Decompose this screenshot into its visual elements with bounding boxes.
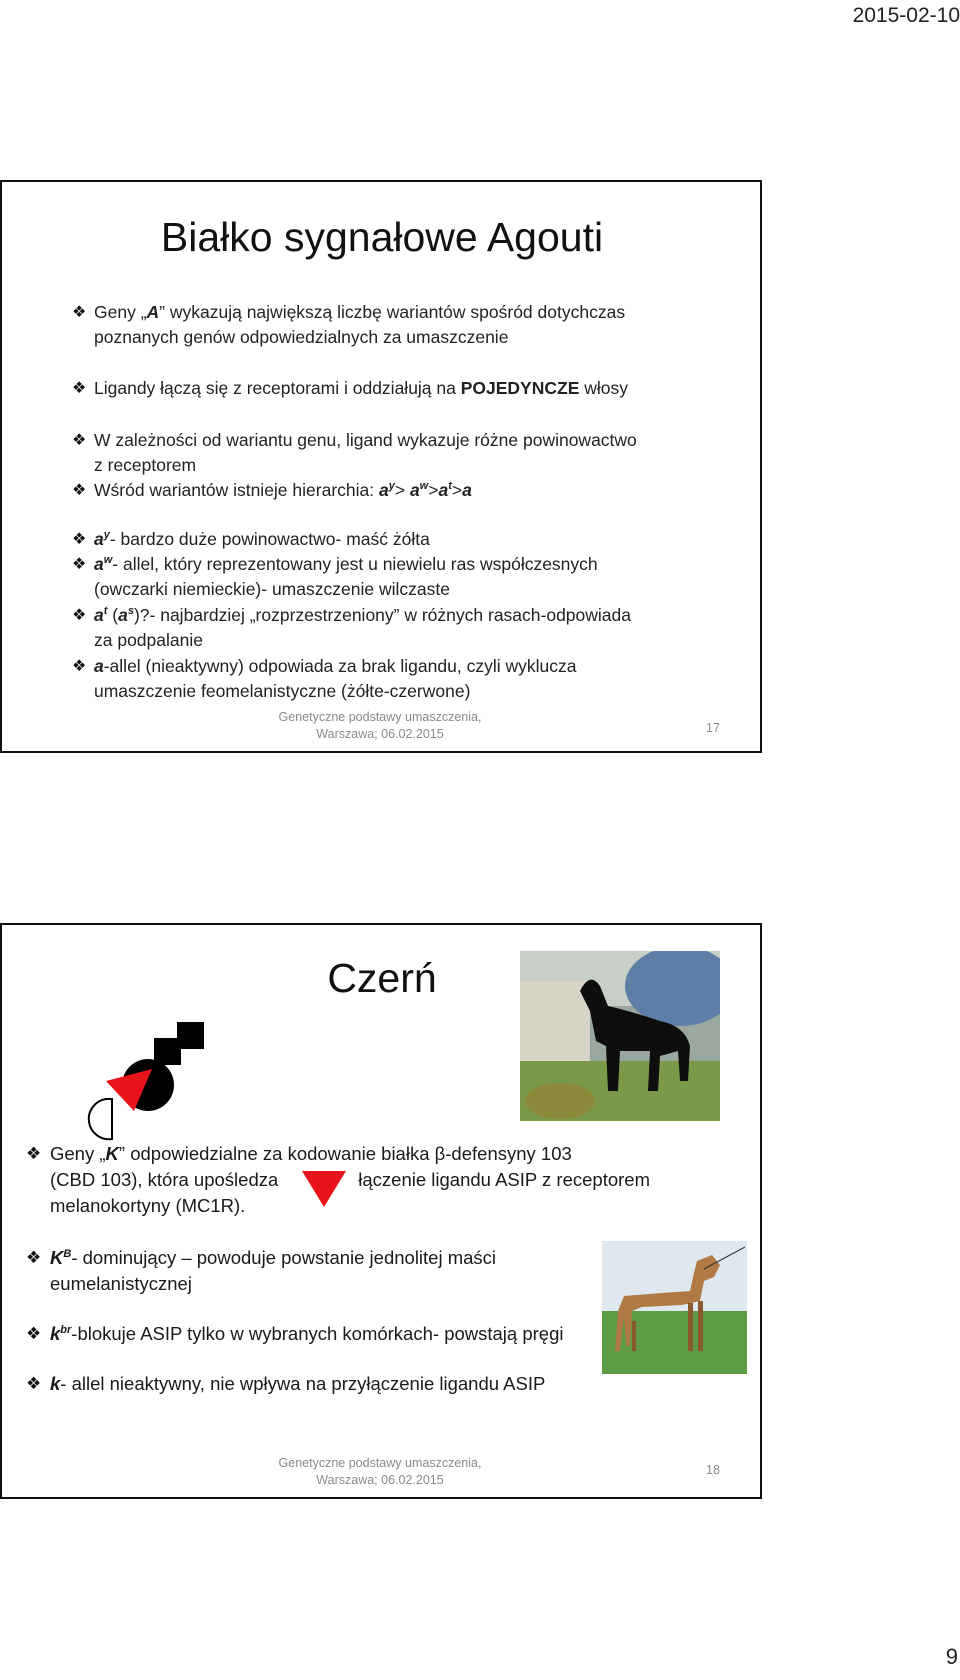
text: W zależności od wariantu genu, ligand wykazuje różne powinowactwo — [94, 430, 637, 450]
allele-sup: s — [127, 605, 134, 618]
diamond-bullet-icon: ❖ — [72, 531, 87, 548]
text: - allel nieaktywny, nie wpływa na przyłączenie ligandu ASIP — [60, 1373, 546, 1394]
allele: a — [378, 480, 389, 500]
gene-symbol: K — [105, 1143, 119, 1164]
bullet-at — [72, 603, 744, 653]
allele-sup: B — [63, 1247, 72, 1260]
allele-sup: w — [419, 480, 429, 493]
allele: a — [94, 529, 104, 549]
allele: a — [94, 656, 104, 676]
bullet-kbr — [26, 1321, 650, 1347]
allele: k — [50, 1323, 61, 1344]
emphasis: POJEDYNCZE — [460, 378, 580, 398]
diamond-bullet-icon: ❖ — [26, 1324, 42, 1343]
slide-number: 18 — [706, 1463, 720, 1477]
bullet-kb — [26, 1245, 610, 1297]
allele: a — [94, 605, 104, 625]
text: )?- najbardziej „rozprzestrzeniony” w różnych rasach-odpowiada — [133, 605, 631, 625]
header-date: 2015-02-10 — [852, 4, 960, 27]
slide-footer — [260, 709, 500, 743]
text: Ligandy łączą się z receptorami i oddziałują na — [94, 378, 461, 398]
allele-sup: t — [448, 480, 452, 493]
gene-symbol: A — [146, 302, 160, 322]
allele: a — [94, 554, 104, 574]
black-dog-photo — [520, 951, 720, 1121]
text: umaszczenie feomelanistyczne (żółte-czerwone) — [94, 681, 471, 701]
square-shape — [177, 1022, 204, 1049]
bullet-k — [26, 1371, 700, 1397]
bullet-genes-a — [72, 300, 734, 350]
text: > — [394, 480, 410, 500]
diamond-bullet-icon: ❖ — [26, 1144, 42, 1163]
text: (owczarki niemieckie)- umaszczenie wilczaste — [94, 579, 450, 599]
allele-sup: w — [103, 554, 113, 567]
allele: a — [409, 480, 420, 500]
slide-title: Czerń — [327, 955, 437, 1001]
square-shape — [154, 1038, 181, 1065]
text: ” wykazują największą liczbę wariantów spośród dotychczas — [159, 302, 626, 322]
diamond-bullet-icon: ❖ — [26, 1374, 42, 1393]
text: > — [428, 480, 439, 500]
text: ( — [107, 605, 119, 625]
allele: a — [462, 480, 472, 500]
diamond-bullet-icon: ❖ — [26, 1248, 42, 1267]
text: z receptorem — [94, 455, 197, 475]
text: -allel (nieaktywny) odpowiada za brak ligandu, czyli wyklucza — [103, 656, 577, 676]
text: Geny „ — [94, 302, 147, 322]
text: - allel, który reprezentowany jest u niewielu ras współczesnych — [112, 554, 598, 574]
allele-sup: t — [103, 605, 108, 618]
allele-sup: y — [103, 529, 110, 542]
bullet-a — [72, 654, 744, 704]
text: Geny „ — [50, 1143, 106, 1164]
allele-sup: y — [388, 480, 395, 493]
slide-18 — [0, 923, 762, 1499]
footer-line: Genetyczne podstawy umaszczenia, — [278, 710, 482, 724]
diamond-bullet-icon: ❖ — [72, 556, 87, 573]
allele: k — [50, 1373, 61, 1394]
footer-line: Warszawa; 06.02.2015 — [316, 727, 444, 741]
text: łączenie ligandu ASIP z receptorem — [358, 1169, 650, 1190]
text: ” odpowiedzialne za kodowanie białka β-defensyny 103 — [118, 1143, 572, 1164]
diamond-bullet-icon: ❖ — [72, 380, 87, 397]
text: - dominujący – powoduje powstanie jednolitej maści — [71, 1247, 497, 1268]
diamond-bullet-icon: ❖ — [72, 607, 87, 624]
allele: a — [118, 605, 128, 625]
bullet-ligands — [72, 376, 734, 401]
receptor-diagram — [62, 1015, 222, 1155]
slide-17 — [0, 180, 762, 753]
bullet-affinity — [72, 428, 734, 478]
text: melanokortyny (MC1R). — [50, 1195, 246, 1216]
allele: K — [50, 1247, 64, 1268]
bullet-ay — [72, 527, 744, 552]
text: Wśród wariantów istnieje hierarchia: — [94, 480, 379, 500]
allele: a — [438, 480, 449, 500]
slide-footer — [260, 1455, 500, 1489]
bullet-aw — [72, 552, 744, 602]
diamond-bullet-icon: ❖ — [72, 658, 87, 675]
slide-title: Białko sygnałowe Agouti — [160, 214, 604, 260]
text: poznanych genów odpowiedzialnych za umaszczenie — [94, 327, 509, 347]
text: -blokuje ASIP tylko w wybranych komórkach- powstają pręgi — [71, 1323, 564, 1344]
brindle-dog-photo — [602, 1241, 747, 1374]
footer-line: Genetyczne podstawy umaszczenia, — [278, 1456, 482, 1470]
allele-sup: br — [60, 1323, 72, 1336]
text: eumelanistycznej — [50, 1273, 192, 1294]
diamond-bullet-icon: ❖ — [72, 482, 87, 499]
diamond-bullet-icon: ❖ — [72, 432, 87, 449]
diamond-bullet-icon: ❖ — [72, 304, 87, 321]
text: (CBD 103), która upośledza — [50, 1169, 279, 1190]
bullet-hierarchy — [72, 478, 734, 503]
page-number: 9 — [945, 1644, 958, 1669]
drop-shape — [89, 1099, 112, 1139]
text: za podpalanie — [94, 630, 203, 650]
text: - bardzo duże powinowactwo- maść żółta — [109, 529, 430, 549]
slide-number: 17 — [706, 721, 720, 735]
text: włosy — [579, 378, 628, 398]
bullet-genes-k — [26, 1141, 740, 1219]
text: > — [451, 480, 463, 500]
footer-line: Warszawa; 06.02.2015 — [316, 1473, 444, 1487]
